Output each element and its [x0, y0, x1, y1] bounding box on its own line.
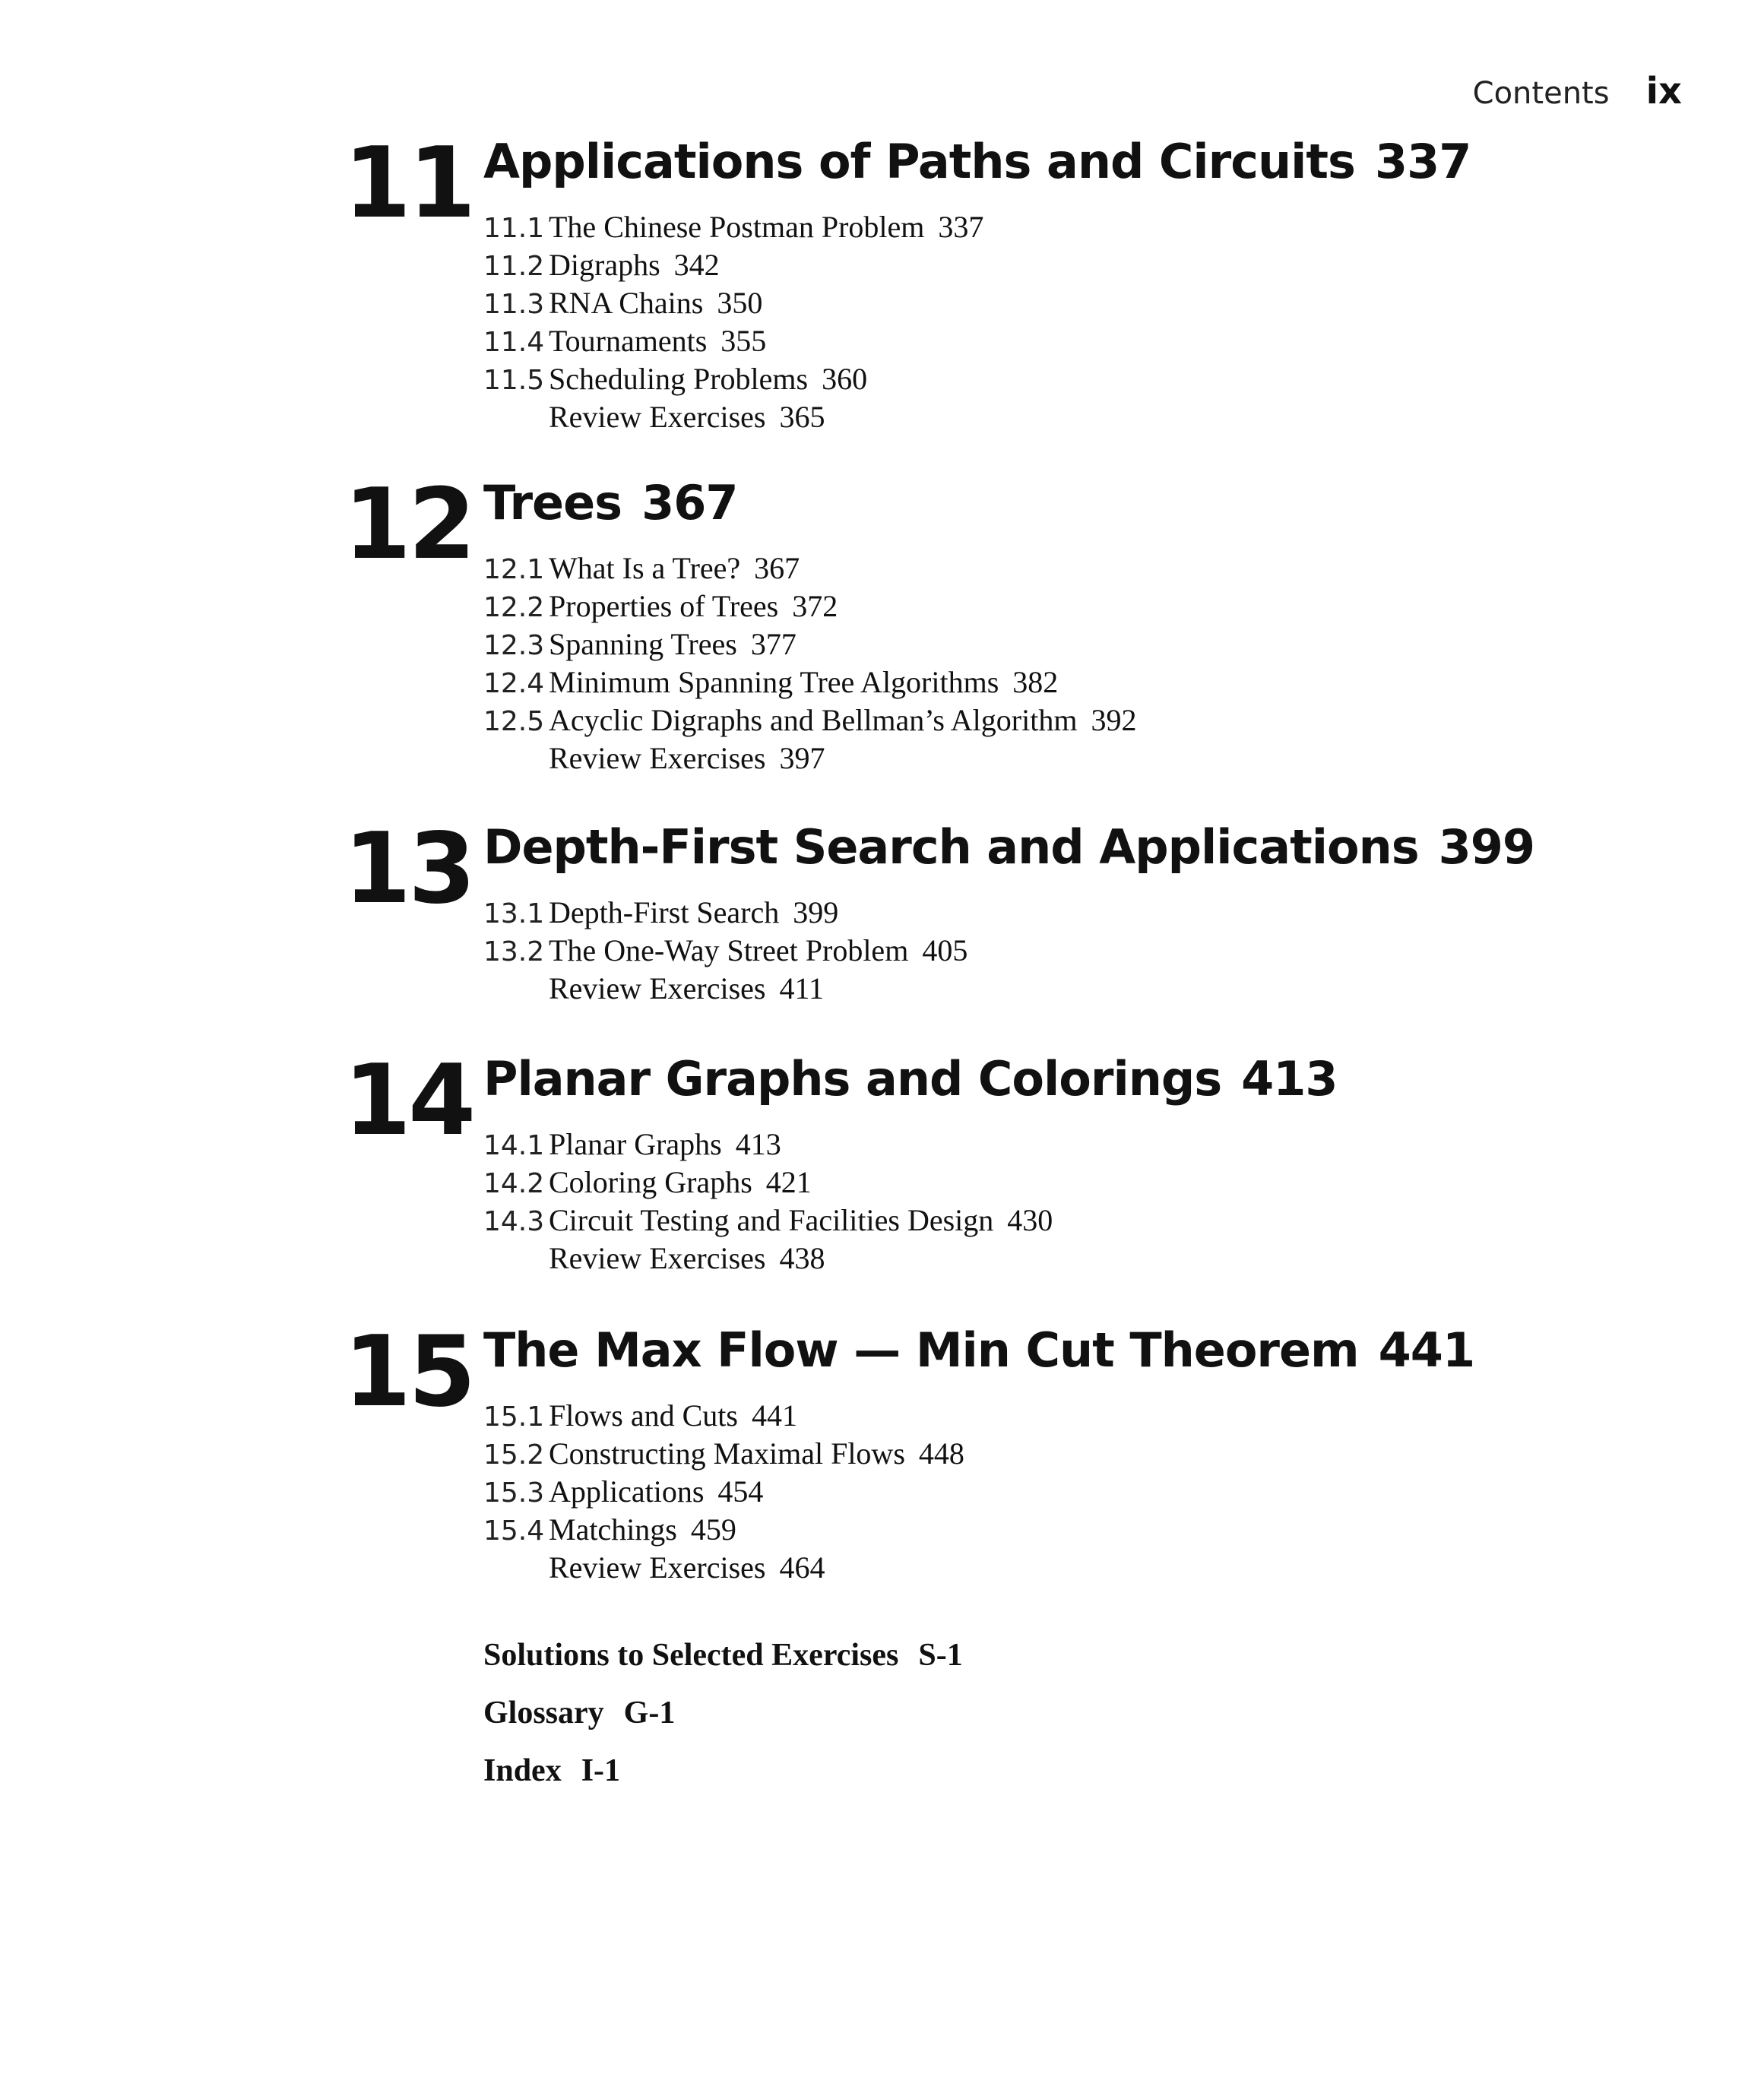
chapter-page: 337 — [1374, 134, 1471, 189]
backmatter-entry-solutions[interactable] — [483, 1626, 963, 1684]
section-number: 15.1 — [483, 1401, 545, 1433]
section-entry[interactable] — [483, 360, 983, 398]
backmatter-entry-index[interactable] — [483, 1742, 963, 1800]
section-entry[interactable] — [483, 1397, 964, 1435]
section-page: 337 — [938, 210, 984, 244]
section-title: Circuit Testing and Facilities Design — [549, 1203, 994, 1237]
section-title: Flows and Cuts — [549, 1398, 738, 1433]
section-title: Constructing Maximal Flows — [549, 1436, 905, 1471]
backmatter-list — [483, 1626, 963, 1800]
review-title: Review Exercises — [549, 971, 766, 1005]
section-page: 405 — [922, 933, 968, 967]
review-exercises-entry[interactable] — [483, 398, 983, 436]
section-page: 342 — [673, 248, 720, 282]
backmatter-title: Index — [483, 1753, 562, 1788]
backmatter-title: Solutions to Selected Exercises — [483, 1638, 899, 1673]
section-page: 441 — [751, 1398, 797, 1433]
section-title: Coloring Graphs — [549, 1165, 752, 1199]
section-title: The One-Way Street Problem — [549, 933, 909, 967]
section-list — [483, 894, 968, 1008]
section-number: 14.1 — [483, 1130, 545, 1161]
section-number: 11.3 — [483, 289, 545, 320]
section-entry[interactable] — [483, 932, 968, 970]
chapter-page: 399 — [1438, 819, 1535, 875]
chapter-title[interactable] — [483, 134, 1471, 189]
section-list — [483, 1397, 964, 1587]
section-number: 11.4 — [483, 327, 545, 358]
section-page: 372 — [792, 589, 838, 623]
chapter-page: 367 — [641, 475, 738, 530]
section-entry[interactable] — [483, 1164, 1053, 1202]
section-entry[interactable] — [483, 1435, 964, 1473]
section-title: The Chinese Postman Problem — [549, 210, 925, 244]
section-title: Planar Graphs — [549, 1127, 722, 1161]
section-number: 13.1 — [483, 898, 545, 929]
section-page: 448 — [918, 1436, 964, 1471]
chapter-number: 15 — [344, 1316, 473, 1429]
section-page: 392 — [1091, 703, 1137, 737]
chapter-number: 12 — [344, 468, 473, 581]
section-number: 12.4 — [483, 668, 545, 699]
section-entry[interactable] — [483, 625, 1136, 663]
chapter-title-text: Depth-First Search and Applications — [483, 819, 1419, 875]
running-head-label: Contents — [1472, 76, 1610, 111]
running-head — [1473, 70, 1682, 112]
backmatter-page: G-1 — [623, 1696, 676, 1730]
review-title: Review Exercises — [549, 400, 766, 434]
section-entry[interactable] — [483, 549, 1136, 587]
chapter-title-text: Planar Graphs and Colorings — [483, 1051, 1222, 1107]
section-number: 15.2 — [483, 1439, 545, 1471]
section-entry[interactable] — [483, 246, 983, 284]
section-page: 355 — [720, 324, 767, 358]
section-list — [483, 1126, 1053, 1278]
section-number: 12.1 — [483, 554, 545, 585]
chapter-number: 11 — [344, 127, 473, 240]
section-page: 382 — [1012, 665, 1059, 699]
review-title: Review Exercises — [549, 1550, 766, 1585]
section-title: Applications — [549, 1474, 705, 1509]
section-page: 367 — [754, 551, 800, 585]
section-entry[interactable] — [483, 1511, 964, 1549]
section-entry[interactable] — [483, 701, 1136, 739]
backmatter-entry-glossary[interactable] — [483, 1684, 963, 1742]
chapter-title[interactable] — [483, 1051, 1338, 1107]
section-number: 13.2 — [483, 936, 545, 967]
section-title: Scheduling Problems — [549, 362, 809, 396]
backmatter-title: Glossary — [483, 1696, 604, 1730]
section-title: RNA Chains — [549, 286, 704, 320]
review-page: 464 — [779, 1550, 825, 1585]
backmatter-page: I-1 — [581, 1753, 621, 1788]
section-title: Properties of Trees — [549, 589, 779, 623]
review-page: 438 — [779, 1241, 825, 1275]
chapter-title[interactable] — [483, 475, 738, 530]
chapter-title[interactable] — [483, 1322, 1475, 1378]
chapter-title[interactable] — [483, 819, 1535, 875]
review-title: Review Exercises — [549, 741, 766, 775]
section-page: 413 — [735, 1127, 781, 1161]
section-page: 421 — [765, 1165, 812, 1199]
section-title: Tournaments — [549, 324, 708, 358]
section-page: 454 — [717, 1474, 764, 1509]
section-page: 360 — [822, 362, 868, 396]
review-page: 397 — [779, 741, 825, 775]
section-list — [483, 549, 1136, 777]
backmatter-page: S-1 — [918, 1638, 963, 1673]
section-page: 459 — [690, 1512, 736, 1547]
section-number: 12.2 — [483, 592, 545, 623]
review-exercises-entry[interactable] — [483, 739, 1136, 777]
chapter-page: 441 — [1378, 1322, 1475, 1378]
section-number: 15.3 — [483, 1477, 545, 1509]
section-title: Matchings — [549, 1512, 677, 1547]
review-exercises-entry[interactable] — [483, 1240, 1053, 1278]
section-entry[interactable] — [483, 894, 968, 932]
section-page: 399 — [793, 895, 839, 929]
review-exercises-entry[interactable] — [483, 1549, 964, 1587]
chapter-title-text: Applications of Paths and Circuits — [483, 134, 1355, 189]
chapter-title-text: Trees — [483, 475, 622, 530]
section-number: 11.1 — [483, 213, 545, 244]
section-number: 12.5 — [483, 706, 545, 737]
section-title: Acyclic Digraphs and Bellman’s Algorithm — [549, 703, 1078, 737]
review-title: Review Exercises — [549, 1241, 766, 1275]
section-entry[interactable] — [483, 284, 983, 322]
section-page: 430 — [1007, 1203, 1053, 1237]
page-number: ix — [1645, 70, 1682, 112]
section-page: 377 — [750, 627, 796, 661]
section-title: Minimum Spanning Tree Algorithms — [549, 665, 999, 699]
section-page: 350 — [717, 286, 763, 320]
section-number: 11.2 — [483, 251, 545, 282]
section-number: 12.3 — [483, 630, 545, 661]
section-title: What Is a Tree? — [549, 551, 741, 585]
section-number: 14.3 — [483, 1206, 545, 1237]
chapter-number: 14 — [344, 1044, 473, 1157]
section-list — [483, 208, 983, 436]
section-title: Depth-First Search — [549, 895, 780, 929]
section-entry[interactable] — [483, 1473, 964, 1511]
chapter-number: 13 — [344, 812, 473, 926]
section-entry[interactable] — [483, 663, 1136, 701]
review-page: 411 — [779, 971, 824, 1005]
section-entry[interactable] — [483, 1126, 1053, 1164]
section-entry[interactable] — [483, 322, 983, 360]
section-title: Digraphs — [549, 248, 660, 282]
chapter-page: 413 — [1241, 1051, 1338, 1107]
review-page: 365 — [779, 400, 825, 434]
chapter-title-text: The Max Flow — Min Cut Theorem — [483, 1322, 1359, 1378]
section-number: 14.2 — [483, 1168, 545, 1199]
review-exercises-entry[interactable] — [483, 970, 968, 1008]
section-entry[interactable] — [483, 208, 983, 246]
section-title: Spanning Trees — [549, 627, 737, 661]
section-entry[interactable] — [483, 1202, 1053, 1240]
section-number: 11.5 — [483, 365, 545, 396]
section-entry[interactable] — [483, 587, 1136, 625]
section-number: 15.4 — [483, 1515, 545, 1547]
